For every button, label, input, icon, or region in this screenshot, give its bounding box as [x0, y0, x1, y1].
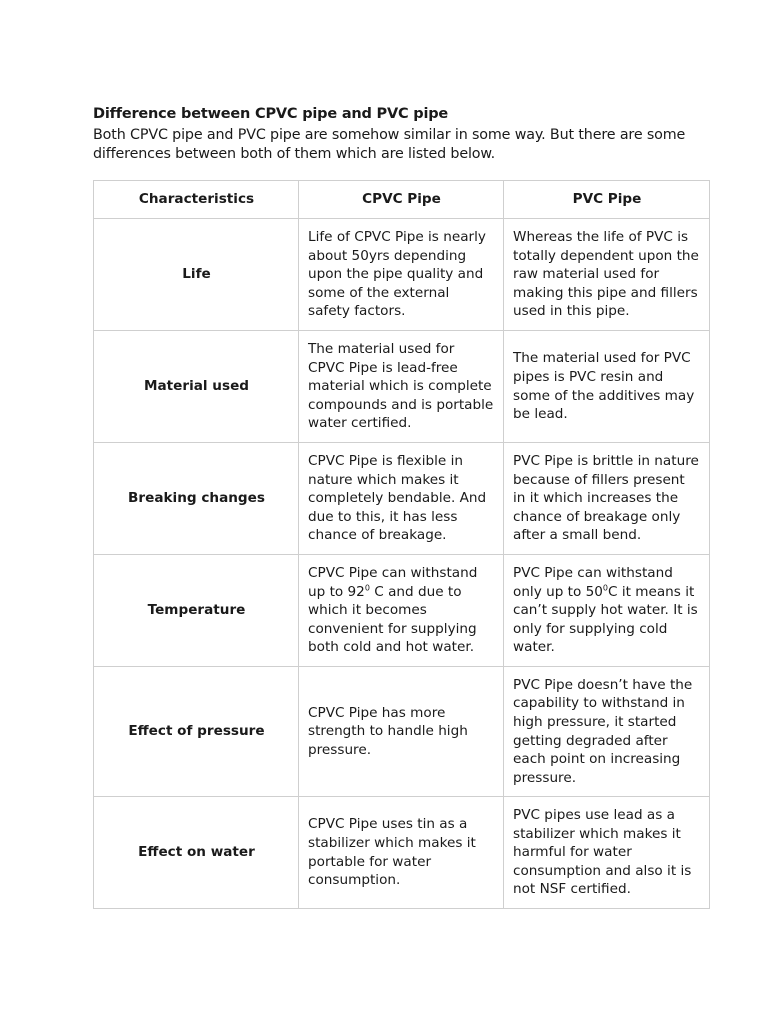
- row-label-pressure: Effect of pressure: [94, 667, 299, 797]
- cpvc-temp-text-1: CPVC Pipe can withstand up to 92: [308, 565, 478, 600]
- pvc-cell: The material used for PVC pipes is PVC resin and some of the additives may be lead.: [504, 331, 710, 443]
- cpvc-cell: CPVC Pipe has more strength to handle high pressure.: [299, 667, 504, 797]
- table-row: [94, 219, 710, 331]
- pvc-cell: PVC Pipe is brittle in nature because of fillers present in it which increases the chance of breakage only after a small bend.: [504, 443, 710, 555]
- row-label-temperature: Temperature: [94, 555, 299, 667]
- column-header-cpvc: CPVC Pipe: [299, 181, 504, 219]
- table-row: [94, 555, 710, 667]
- degree-superscript: 0: [364, 583, 370, 593]
- table-header-row: [94, 181, 710, 219]
- comparison-table: [93, 180, 710, 909]
- pvc-temp-text-1: PVC Pipe can withstand only up to 50: [513, 565, 673, 600]
- intro-paragraph: Both CPVC pipe and PVC pipe are somehow similar in some way. But there are some differences between both of them which are listed below.: [93, 127, 686, 162]
- pvc-cell: Whereas the life of PVC is totally dependent upon the raw material used for making this pipe and fillers used in this pipe.: [504, 219, 710, 331]
- table-row: [94, 667, 710, 797]
- cpvc-temp-text-2: C and due to which it becomes convenient for supplying both cold and hot water.: [308, 583, 477, 656]
- pvc-cell: [504, 555, 710, 667]
- table-row: [94, 443, 710, 555]
- row-label-water: Effect on water: [94, 797, 299, 909]
- cpvc-cell: The material used for CPVC Pipe is lead-free material which is complete compounds and is portable water certified.: [299, 331, 504, 443]
- pvc-temp-text-2: C it means it can’t supply hot water. It is only for supplying cold water.: [513, 583, 698, 656]
- cpvc-cell: Life of CPVC Pipe is nearly about 50yrs depending upon the pipe quality and some of the external safety factors.: [299, 219, 504, 331]
- table-row: [94, 331, 710, 443]
- cpvc-cell: CPVC Pipe uses tin as a stabilizer which makes it portable for water consumption.: [299, 797, 504, 909]
- document-title: Difference between CPVC pipe and PVC pipe: [93, 106, 449, 122]
- row-label-breaking: Breaking changes: [94, 443, 299, 555]
- document-page: [93, 104, 709, 898]
- pvc-cell: PVC pipes use lead as a stabilizer which makes it harmful for water consumption and also it is not NSF certified.: [504, 797, 710, 909]
- column-header-pvc: PVC Pipe: [504, 181, 710, 219]
- table-row: [94, 797, 710, 909]
- cpvc-cell: CPVC Pipe is flexible in nature which makes it completely bendable. And due to this, it has less chance of breakage.: [299, 443, 504, 555]
- degree-superscript: 0: [602, 583, 608, 593]
- row-label-material: Material used: [94, 331, 299, 443]
- pvc-cell: PVC Pipe doesn’t have the capability to withstand in high pressure, it started getting degraded after each point on increasing pressure.: [504, 667, 710, 797]
- cpvc-cell: [299, 555, 504, 667]
- row-label-life: Life: [94, 219, 299, 331]
- column-header-characteristics: Characteristics: [94, 181, 299, 219]
